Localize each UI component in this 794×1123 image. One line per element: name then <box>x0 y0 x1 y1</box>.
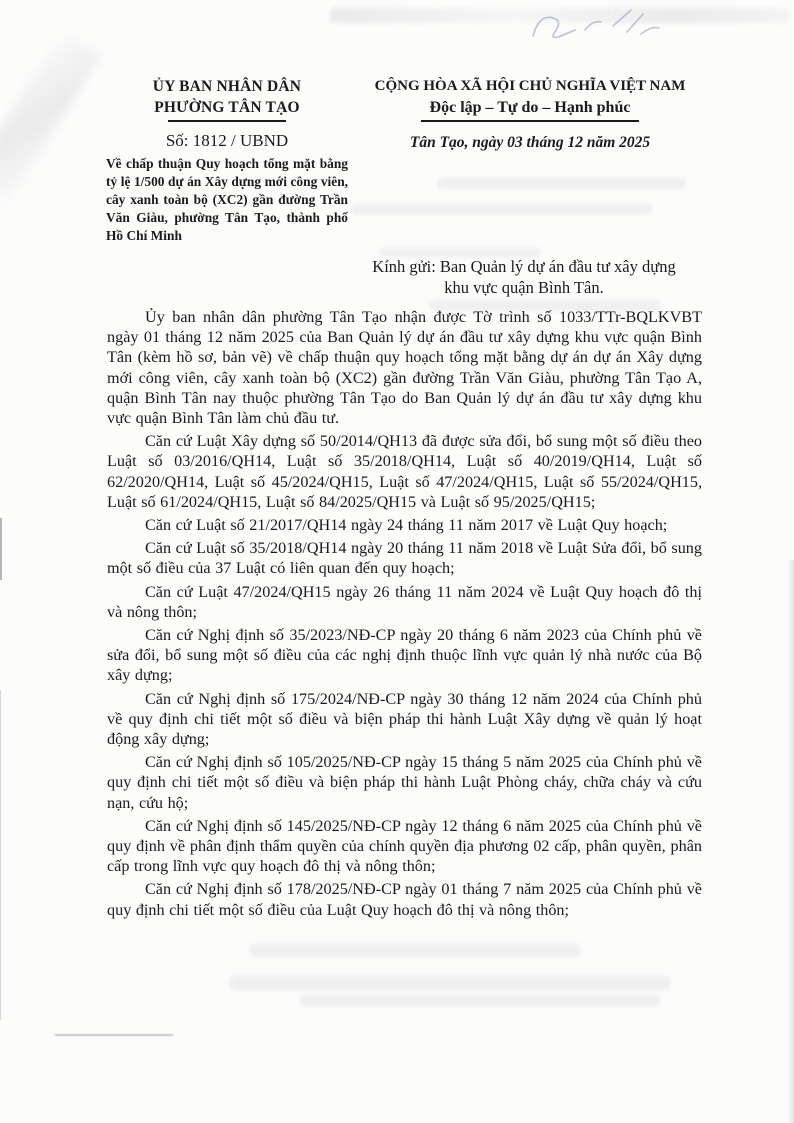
scan-edge-line <box>55 1034 173 1036</box>
recipient-line1: Kính gửi: Ban Quản lý dự án đầu tư xây dựng <box>372 257 676 276</box>
handwritten-note-mark <box>515 0 690 52</box>
bleed-through-artifact <box>250 944 580 957</box>
bleed-through-artifact <box>438 178 686 189</box>
body-paragraph: Ủy ban nhân dân phường Tân Tạo nhận được Tờ trình số 1033/TTr-BQLKVBT ngày 01 tháng 12 năm 2025 của Ban Quản lý dự án đầu tư xây dựng khu vực quận Bình Tân (kèm hồ sơ, bản vẽ) về chấp thuận quy hoạch tổng mặt bằng dự án dự án Xây dựng mới công viên, cây xanh toàn bộ (XC2) gần đường Trần Văn Giàu, phường Tân Tạo A, quận Bình Tân nay thuộc phường Tân Tạo do Ban Quản lý dự án đầu tư xây dựng khu vực quận Bình Tân làm chủ đầu tư. <box>107 308 702 428</box>
national-motto: Độc lập – Tự do – Hạnh phúc <box>429 99 631 116</box>
body-paragraph: Căn cứ Nghị định số 105/2025/NĐ-CP ngày 15 tháng 5 năm 2025 của Chính phủ về quy định chi tiết một số điều và biện pháp thi hành Luật Phòng cháy, chữa cháy và cứu nạn, cứu hộ; <box>107 753 702 812</box>
letter-body <box>107 307 702 923</box>
body-paragraph: Căn cứ Luật số 35/2018/QH14 ngày 20 tháng 11 năm 2018 về Luật Sửa đổi, bổ sung một số điều của 37 Luật có liên quan đến quy hoạch; <box>107 539 702 578</box>
recipient-line2: khu vực quận Bình Tân. <box>444 278 604 297</box>
document-number: Số: 1812 / UBND <box>165 131 289 150</box>
body-paragraph: Căn cứ Luật số 21/2017/QH14 ngày 24 tháng 11 năm 2017 về Luật Quy hoạch; <box>145 516 668 535</box>
body-paragraph: Căn cứ Nghị định số 35/2023/NĐ-CP ngày 20 tháng 6 năm 2023 của Chính phủ về sửa đổi, bổ sung một số điều của các nghị định thuộc lĩnh vực quản lý nhà nước của Bộ xây dựng; <box>107 626 702 685</box>
body-paragraph: Căn cứ Nghị định số 145/2025/NĐ-CP ngày 12 tháng 6 năm 2025 của Chính phủ về quy định về phân định thẩm quyền của chính quyền địa phương 02 cấp, phân quyền, phân cấp trong lĩnh vực quy hoạch đô thị và nông thôn; <box>107 816 702 876</box>
body-paragraph: Căn cứ Nghị định số 178/2025/NĐ-CP ngày 01 tháng 7 năm 2025 của Chính phủ về quy định chi tiết một số điều của Luật Quy hoạch đô thị và nông thôn; <box>107 880 702 919</box>
body-paragraph: Căn cứ Luật 47/2024/QH15 ngày 26 tháng 11 năm 2024 về Luật Quy hoạch đô thị và nông thôn; <box>107 582 702 621</box>
bleed-through-artifact <box>300 995 660 1006</box>
issuer-ward-name: PHƯỜNG TÂN TẠO <box>154 99 300 116</box>
issuer-underline <box>168 120 286 122</box>
paper-crease-artifact <box>0 30 101 216</box>
scan-edge-line <box>0 518 2 580</box>
issuer-org-name: ỦY BAN NHÂN DÂN <box>152 78 302 95</box>
national-title: CỘNG HÒA XÃ HỘI CHỦ NGHĨA VIỆT NAM <box>374 78 686 94</box>
recipient-block <box>338 256 710 298</box>
place-date-line: Tân Tạo, ngày 03 tháng 12 năm 2025 <box>409 134 651 151</box>
scan-noise-band <box>330 8 790 23</box>
motto-underline <box>421 120 639 122</box>
scan-edge-line <box>0 690 1 1020</box>
national-header-block <box>352 78 708 152</box>
document-subject: Về chấp thuận Quy hoạch tổng mặt bằng tỷ lệ 1/500 dự án Xây dựng mới công viên, cây xanh toàn bộ (XC2) gần đường Trần Văn Giàu, phường Tân Tạo, thành phố Hồ Chí Minh <box>106 156 348 243</box>
issuer-block <box>106 78 348 245</box>
bleed-through-artifact <box>230 976 670 990</box>
body-paragraph: Căn cứ Nghị định số 175/2024/NĐ-CP ngày 30 tháng 12 năm 2024 của Chính phủ về quy định chi tiết một số điều và biện pháp thi hành Luật Xây dựng về quản lý hoạt động xây dựng; <box>107 689 702 749</box>
body-paragraph: Căn cứ Luật Xây dựng số 50/2014/QH13 đã được sửa đổi, bổ sung một số điều theo Luật số 03/2016/QH14, Luật số 35/2018/QH14, Luật số 40/2019/QH14, Luật số 62/2020/QH14, Luật số 45/2024/QH15, Luật số 47/2024/QH15, Luật số 55/2024/QH15, Luật số 61/2024/QH15, Luật số 84/2025/QH15 và Luật số 95/2025/QH15; <box>107 432 702 511</box>
scan-edge-shadow <box>787 560 794 1123</box>
bleed-through-artifact <box>352 204 652 214</box>
